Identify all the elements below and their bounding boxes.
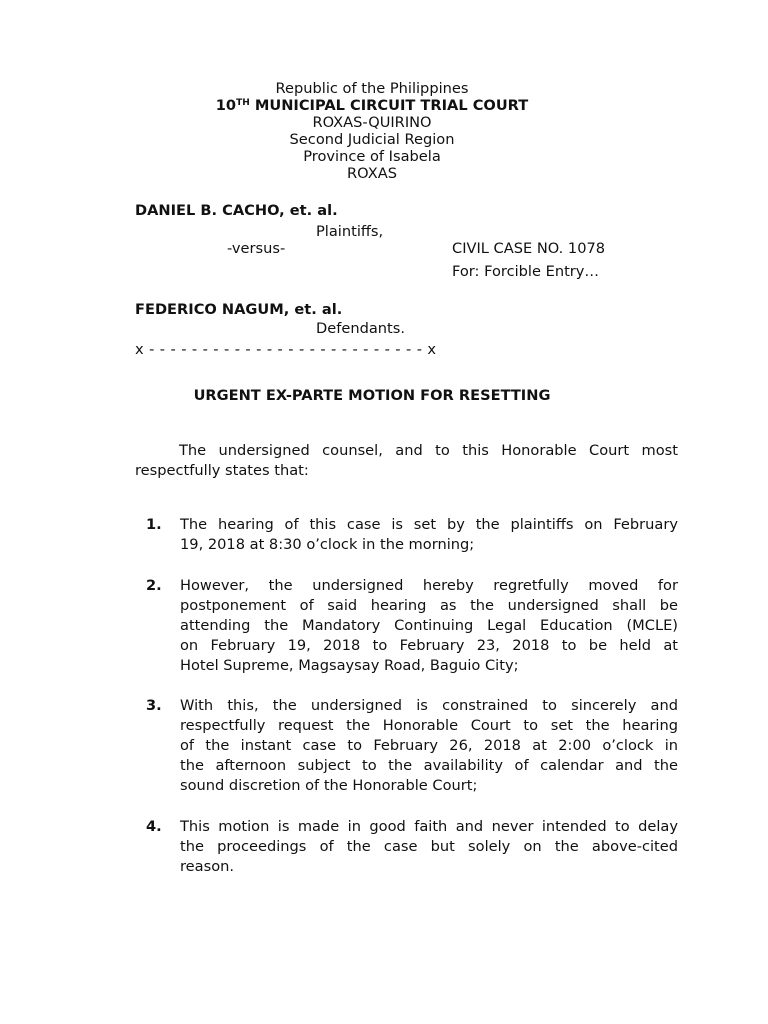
court-number: 10 — [215, 97, 237, 114]
court-name-line — [0, 97, 744, 114]
list-item — [180, 576, 678, 676]
republic-line: Republic of the Philippines — [275, 80, 469, 97]
list-item — [180, 696, 678, 796]
item-number: 2. — [146, 577, 162, 594]
item-number: 4. — [146, 818, 162, 835]
item-line: However, the undersigned hereby regretfully moved for — [180, 577, 678, 594]
case-number: CIVIL CASE NO. 1078 — [452, 240, 606, 257]
station-line: ROXAS-QUIRINO — [312, 114, 432, 131]
intro-paragraph — [135, 441, 678, 481]
item-line: With this, the undersigned is constrained to sincerely and — [180, 697, 678, 714]
item-line: the afternoon subject to the availability of calendar and the — [180, 757, 678, 774]
item-line: postponement of said hearing as the undersigned shall be — [180, 597, 678, 614]
item-line: reason. — [180, 858, 235, 875]
plaintiff-name: DANIEL B. CACHO, et. al. — [135, 202, 338, 219]
item-line: sound discretion of the Honorable Court; — [180, 777, 478, 794]
intro-line: respectfully states that: — [135, 462, 309, 479]
case-nature: For: Forcible Entry… — [452, 263, 600, 280]
item-line: the proceedings of the case but solely on the above-cited — [180, 838, 678, 855]
item-line: Hotel Supreme, Magsaysay Road, Baguio City; — [180, 657, 519, 674]
caption-separator: x - - - - - - - - - - - - - - - - - - - - - - - - - - x — [135, 341, 437, 358]
list-item — [180, 515, 678, 555]
item-line: of the instant case to February 26, 2018 at 2:00 o’clock in — [180, 737, 678, 754]
item-line: The hearing of this case is set by the plaintiffs on February — [180, 516, 678, 533]
plaintiff-role: Plaintiffs, — [316, 223, 384, 240]
item-line: attending the Mandatory Continuing Legal Education (MCLE) — [180, 617, 678, 634]
court-number-suffix: TH — [236, 98, 250, 108]
list-item — [180, 817, 678, 877]
province-line: Province of Isabela — [303, 148, 441, 165]
court-title: MUNICIPAL CIRCUIT TRIAL COURT — [249, 97, 529, 114]
item-number: 1. — [146, 516, 162, 533]
versus-label: -versus- — [227, 240, 286, 257]
item-number: 3. — [146, 697, 162, 714]
city-line: ROXAS — [347, 165, 397, 182]
defendant-name: FEDERICO NAGUM, et. al. — [135, 301, 343, 318]
item-line: on February 19, 2018 to February 23, 2018 to be held at — [180, 637, 678, 654]
item-line: 19, 2018 at 8:30 o’clock in the morning; — [180, 536, 475, 553]
motion-title: URGENT EX-PARTE MOTION FOR RESETTING — [193, 387, 551, 404]
item-line: This motion is made in good faith and never intended to delay — [180, 818, 678, 835]
intro-line: The undersigned counsel, and to this Honorable Court most — [179, 442, 678, 459]
region-line: Second Judicial Region — [289, 131, 455, 148]
defendant-role: Defendants. — [316, 320, 406, 337]
item-line: respectfully request the Honorable Court to set the hearing — [180, 717, 678, 734]
